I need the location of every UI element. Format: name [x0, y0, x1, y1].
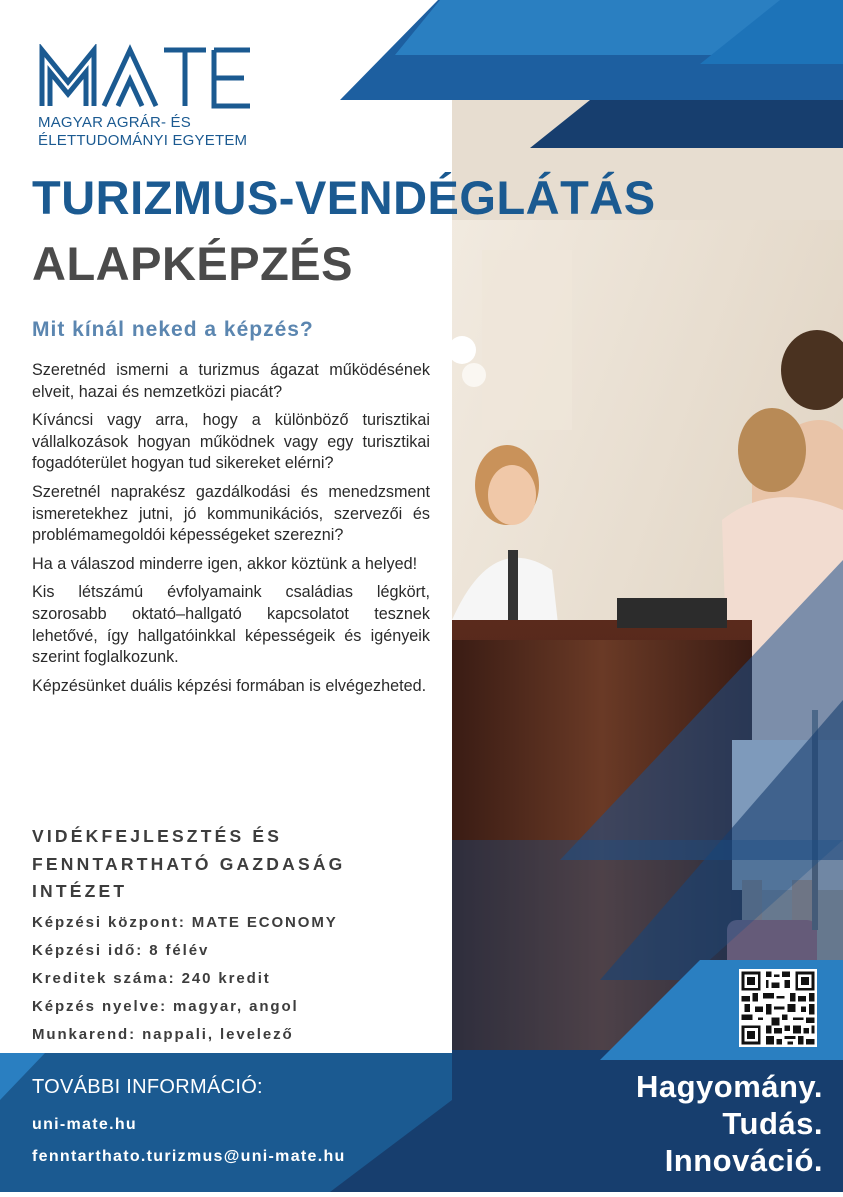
paragraph: Szeretnél naprakész gazdálkodási és menedzsment ismeretekhez jutni, jó kommunikációs, szervezői és problémamegoldói képességeket szerezni? — [32, 482, 430, 545]
fact-item: Munkarend: nappali, levelező — [32, 1026, 294, 1043]
slogan-line: Innováció. — [664, 1143, 823, 1178]
fact-item: Képzési idő: 8 félév — [32, 942, 210, 959]
fact-item: Képzési központ: MATE ECONOMY — [32, 914, 338, 931]
paragraph: Ha a válaszod minderre igen, akkor köztünk a helyed! — [32, 554, 418, 573]
qr-code-icon[interactable] — [739, 969, 817, 1047]
fact-item: Kreditek száma: 240 kredit — [32, 970, 271, 987]
institute-name — [32, 823, 442, 906]
institute-line: VIDÉKFEJLESZTÉS ÉS — [32, 826, 283, 846]
paragraph: Kis létszámú évfolyamaink családias légkört, szorosabb oktató–hallgató kapcsolatot tesznek lehetővé, így hallgatóinkkal képességeik és igényeik szerint foglalkozunk. — [32, 583, 430, 667]
institute-line: FENNTARTHATÓ GAZDASÁG — [32, 853, 346, 874]
paragraph: Kíváncsi vagy arra, hogy a különböző turisztikai vállalkozások hogyan működnek vagy egy turisztikai fogadóterület hogyan tud sikereket elérni? — [32, 411, 430, 473]
mate-wordmark-logo — [38, 44, 254, 110]
slogan-line: Hagyomány. — [635, 1069, 823, 1104]
paragraph: Képzésünket duális képzési formában is elvégezheted. — [32, 676, 427, 695]
mate-logo — [38, 44, 268, 154]
logo-line-1: MAGYAR AGRÁR- ÉS — [38, 114, 191, 131]
section-heading: Mit kínál neked a képzés? — [32, 318, 314, 341]
fact-item: Képzés nyelve: magyar, angol — [32, 998, 299, 1015]
slogan-line: Tudás. — [722, 1106, 823, 1141]
page-subtitle: ALAPKÉPZÉS — [32, 237, 353, 290]
email-link[interactable]: fenntarthato.turizmus@uni-mate.hu — [32, 1148, 346, 1165]
website-link[interactable]: uni-mate.hu — [32, 1116, 137, 1133]
institute-line: INTÉZET — [32, 881, 128, 901]
paragraph: Szeretnéd ismerni a turizmus ágazat működésének elveit, hazai és nemzetközi piacát? — [32, 361, 430, 401]
program-facts — [32, 909, 338, 1049]
logo-line-2: ÉLETTUDOMÁNYI EGYETEM — [38, 132, 248, 149]
body-text — [32, 360, 430, 704]
page-title: TURIZMUS-VENDÉGLÁTÁS — [32, 171, 656, 224]
info-title: TOVÁBBI INFORMÁCIÓ: — [32, 1076, 263, 1098]
